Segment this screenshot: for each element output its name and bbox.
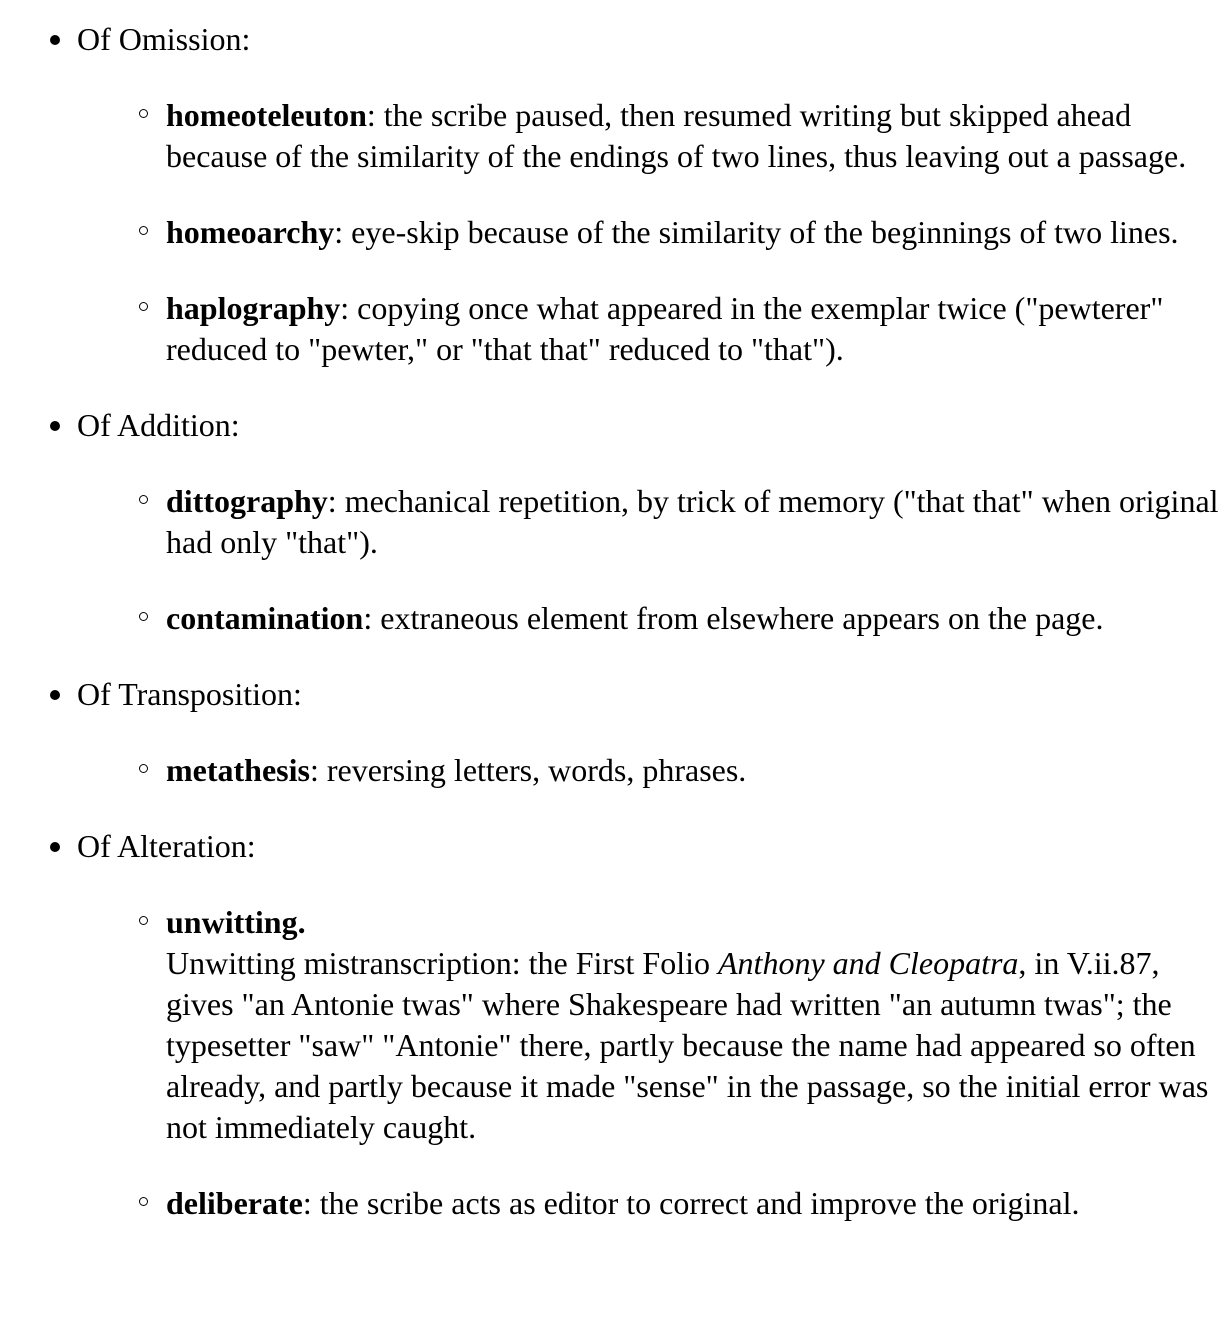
circle-bullet-icon <box>139 764 148 773</box>
bullet-icon <box>50 690 60 700</box>
error-categories-list <box>0 19 1231 1224</box>
circle-bullet-icon <box>139 109 148 118</box>
list-item-haplography <box>77 288 1231 370</box>
bullet-icon <box>50 421 60 431</box>
list-item-metathesis <box>77 750 1231 791</box>
list-item-contamination <box>77 598 1231 639</box>
list-item-homeoarchy <box>77 212 1231 253</box>
subitems-list <box>77 902 1231 1224</box>
term: metathesis <box>166 752 310 788</box>
subitems-list <box>77 481 1231 639</box>
list-item-unwitting <box>77 902 1231 1148</box>
circle-bullet-icon <box>139 916 148 925</box>
circle-bullet-icon <box>139 302 148 311</box>
definition: : extraneous element from elsewhere appears on the page. <box>363 600 1104 636</box>
term: deliberate <box>166 1185 303 1221</box>
list-item-deliberate <box>77 1183 1231 1224</box>
definition: : the scribe paused, then resumed writing but skipped ahead because of the similarity of the endings of two lines, thus leaving out a passage. <box>166 97 1187 174</box>
term: haplography <box>166 290 341 326</box>
circle-bullet-icon <box>139 612 148 621</box>
definition: : the scribe acts as editor to correct and improve the original. <box>302 1185 1080 1221</box>
bullet-icon <box>50 35 60 45</box>
term: dittography <box>166 483 328 519</box>
category-label: Of Transposition: <box>77 676 302 712</box>
category-label: Of Omission: <box>77 21 251 57</box>
paragraph-text: , in V.ii.87, gives "an Antonie twas" where Shakespeare had written "an autumn twas"; the typesetter "saw" "Antonie" there, partly because the name had appeared so often already, and partly because it made "sense" in the passage, so the initial error was not immediately caught. <box>166 945 1209 1145</box>
term: unwitting. <box>166 904 306 940</box>
term: homeoarchy <box>166 214 335 250</box>
term: homeoteleuton <box>166 97 367 133</box>
circle-bullet-icon <box>139 1197 148 1206</box>
category-label: Of Addition: <box>77 407 240 443</box>
definition: : reversing letters, words, phrases. <box>309 752 747 788</box>
definition: : copying once what appeared in the exemplar twice ("pewterer" reduced to "pewter," or "that that" reduced to "that"). <box>166 290 1164 367</box>
unwitting-paragraph <box>166 943 1231 1148</box>
definition: : eye-skip because of the similarity of the beginnings of two lines. <box>334 214 1179 250</box>
paragraph-text: Unwitting mistranscription: the First Folio <box>166 945 718 981</box>
subitems-list <box>77 750 1231 791</box>
circle-bullet-icon <box>139 495 148 504</box>
list-item-dittography <box>77 481 1231 563</box>
category-omission <box>0 19 1231 370</box>
definition: : mechanical repetition, by trick of memory ("that that" when original had only "that"). <box>166 483 1219 560</box>
category-alteration <box>0 826 1231 1224</box>
circle-bullet-icon <box>139 226 148 235</box>
term: contamination <box>166 600 364 636</box>
list-item-homeoteleuton <box>77 95 1231 177</box>
bullet-icon <box>50 842 60 852</box>
category-label: Of Alteration: <box>77 828 256 864</box>
subitems-list <box>77 95 1231 370</box>
category-transposition <box>0 674 1231 791</box>
category-addition <box>0 405 1231 639</box>
work-title: Anthony and Cleopatra <box>718 945 1019 981</box>
